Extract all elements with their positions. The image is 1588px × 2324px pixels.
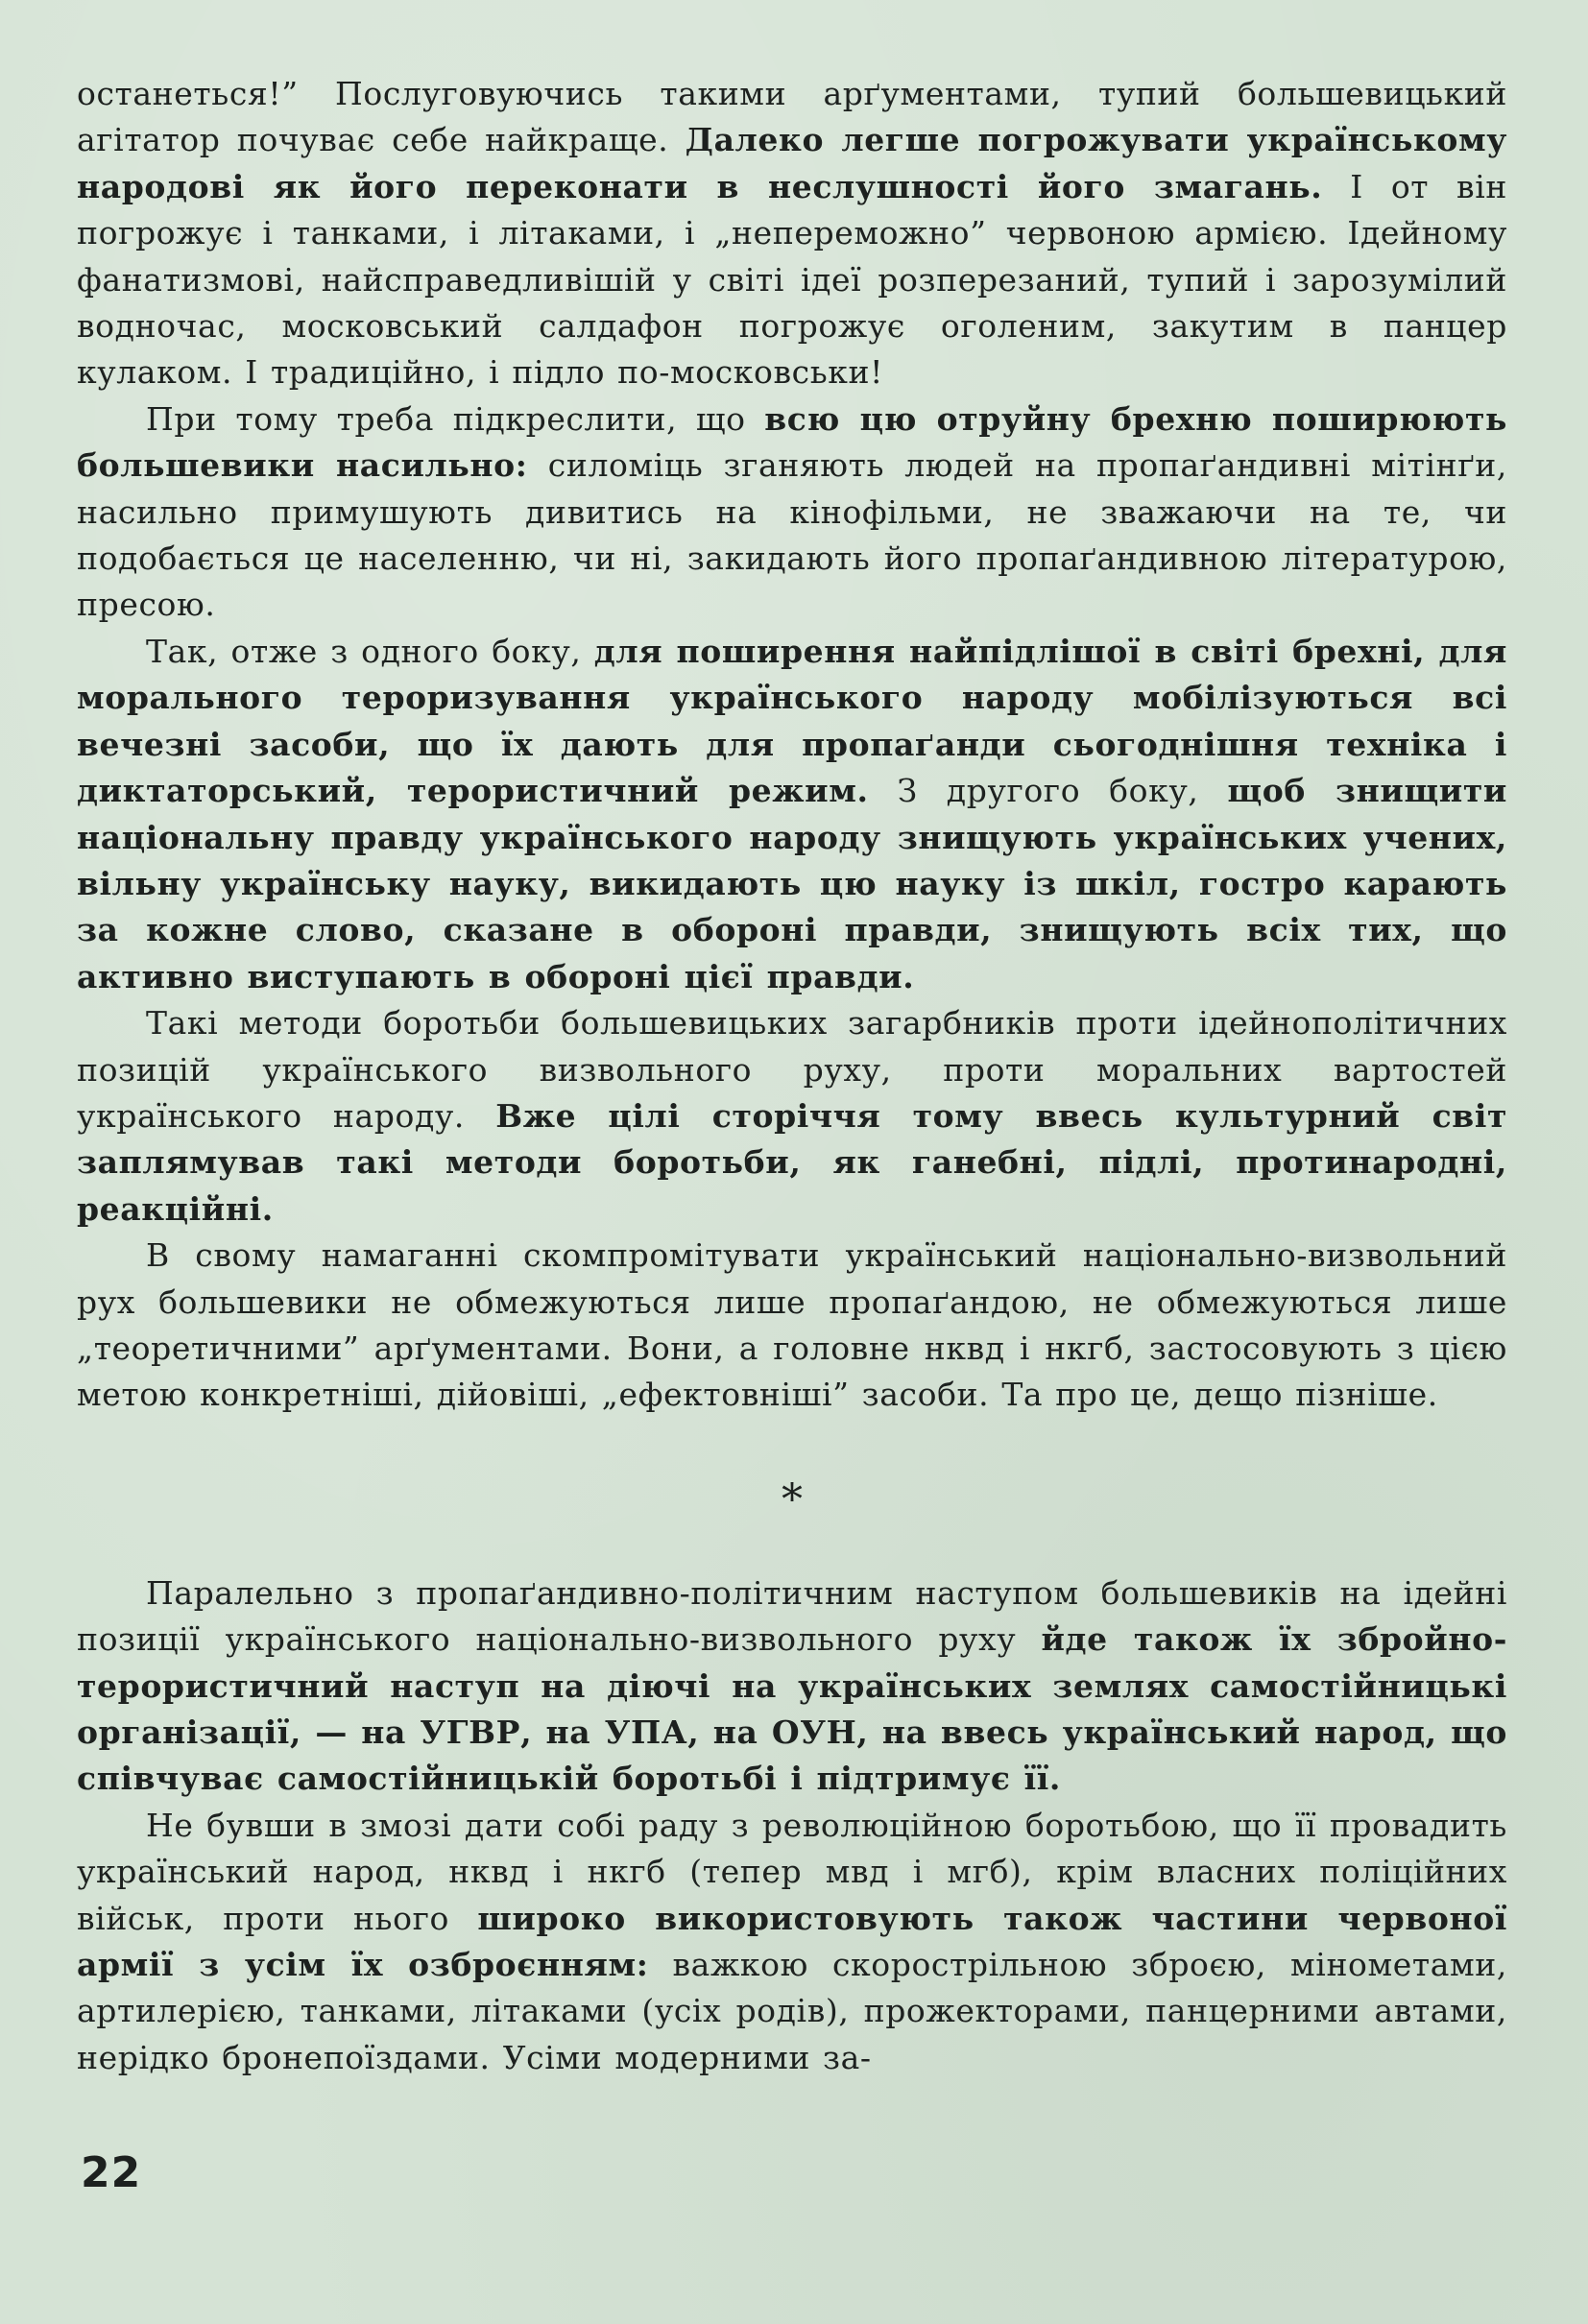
paragraph-1-run-3: І от він погрожує і танками, і літаками, і „непереможно” червоною армією. Ідейному фанатизмові, найсправедливішій у світі ідеї розперезаний, тупий і зарозумілий водночас, московський салдафон погрожує оголеним, закутим в панцер кулаком. І традиційно, і підло по-московськи!	[77, 167, 1507, 392]
paragraph-3	[77, 629, 1507, 1000]
paragraph-5	[77, 1233, 1507, 1419]
paragraph-4	[77, 1000, 1507, 1233]
page-body	[77, 71, 1507, 2081]
paragraph-2-run-3: силоміць зганяють людей на пропаґандивні мітінґи, насильно примушують дивитись на кінофільми, не зважаючи на те, чи подобається це населенню, чи ні, закидають його пропаґандивною літературою, пресою.	[77, 446, 1507, 624]
paragraph-3-run-1: Так, отже з одного боку,	[146, 632, 594, 670]
section-separator-asterisk: *	[782, 1474, 803, 1524]
paragraph-3-run-2-bold: для поширення найпідлішої в світі брехні, для морального тероризування українського народу мобілізуються всі вечезні засоби, що їх дають для пропаґанди сьогоднішня техніка і диктаторський, терористичний режим.	[77, 632, 1507, 810]
paragraph-7	[77, 1803, 1507, 2081]
page-number: 22	[81, 2148, 142, 2197]
paragraph-4-run-1: Такі методи боротьби большевицьких загарбників проти ідейнополітичних позицій українського визвольного руху, проти моральних вартостей українського народу.	[77, 1004, 1507, 1135]
paragraph-3-run-4-bold: щоб знищити національну правду українського народу знищують українських учених, вільну українську науку, викидають цю науку із шкіл, гостро карають за кожне слово, сказане в обороні правди, знищують всіх тих, що активно виступають в обороні цієї правди.	[77, 772, 1507, 995]
paragraph-7-run-3: важкою скорострільною зброєю, мінометами, артилерією, танками, літаками (усіх родів), прожекторами, панцерними автами, нерідко бронепоїздами. Усіми модерними за-	[77, 1946, 1507, 2076]
paragraph-6-run-1: Паралельно з пропаґандивно-політичним наступом большевиків на ідейні позиції українського національно-визвольного руху	[77, 1573, 1507, 1659]
paragraph-3-run-3: З другого боку,	[868, 772, 1228, 810]
paragraph-1-run-2-bold: Далеко легше погрожувати українському народові як його переконати в неслушності його змагань.	[77, 121, 1507, 205]
paragraph-1-run-1: останеться!” Послуговуючись такими арґументами, тупий большевицький агітатор почуває себе найкраще.	[77, 75, 1507, 159]
section-gap-top	[77, 1419, 1507, 1474]
paragraph-5-run-1: В свому намаганні скомпромітувати український національно-визвольний рух большевики не обмежуються лише пропаґандою, не обмежуються лише „теоретичними” арґументами. Вони, а головне нквд і нкгб, застосовують з цією метою конкретніші, дійовіші, „ефектовніші” засоби. Та про це, дещо пізніше.	[77, 1236, 1507, 1414]
paragraph-2	[77, 396, 1507, 629]
paragraph-1	[77, 71, 1507, 396]
paragraph-4-run-2-bold: Вже цілі сторіччя тому ввесь культурний світ заплямував такі методи боротьби, як ганебні, підлі, протинародні, реакційні.	[77, 1096, 1508, 1228]
paragraph-7-run-2-bold: широко використовують також частини червоної армії з усім їх озброєнням:	[77, 1899, 1507, 1984]
paragraph-7-run-1: Не бувши в змозі дати собі раду з революційною боротьбою, що її провадить український народ, нквд і нкгб (тепер мвд і мгб), крім власних поліційних військ, проти нього	[77, 1806, 1507, 1937]
section-gap-bottom	[77, 1526, 1507, 1570]
paragraph-6	[77, 1570, 1507, 1803]
paragraph-2-run-2-bold: всю цю отруйну брехню поширюють большевики насильно:	[77, 399, 1508, 485]
paragraph-6-run-2-bold: йде також їх збройно-терористичний наступ на діючі на українських землях самостійницькі організації, — на УГВР, на УПА, на ОУН, на ввесь український народ, що співчуває самостійницькій боротьбі і підтримує її.	[77, 1620, 1508, 1798]
paragraph-2-run-1: При тому треба підкреслити, що	[146, 399, 765, 438]
